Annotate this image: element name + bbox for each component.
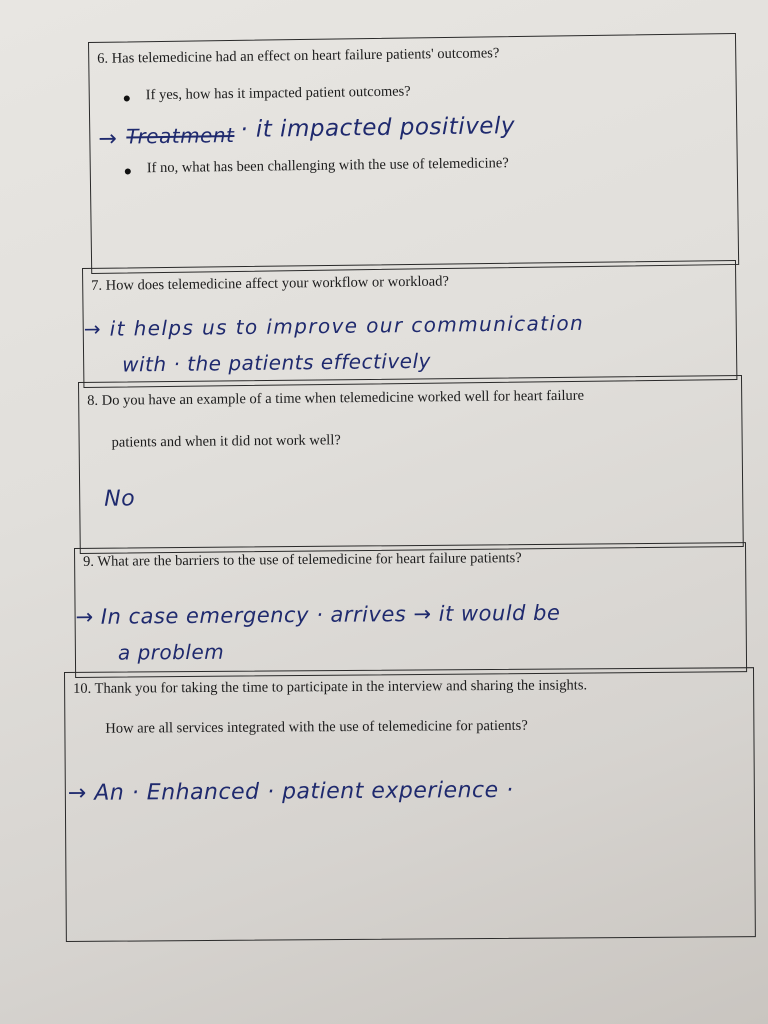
answer-8-text: No bbox=[104, 486, 136, 512]
question-10-text-line2: How are all services integrated with the use of telemedicine for patients? bbox=[105, 717, 528, 737]
question-10-box bbox=[64, 667, 756, 942]
question-7-text: 7. How does telemedicine affect your workflow or workload? bbox=[91, 273, 449, 294]
question-6-sub-yes: If yes, how has it impacted patient outcomes? bbox=[145, 83, 411, 104]
answer-7-line1: → it helps us to improve our communication bbox=[83, 310, 585, 341]
answer-6-arrow: → bbox=[98, 126, 118, 152]
question-9-box bbox=[74, 542, 747, 678]
question-7-box bbox=[82, 260, 737, 388]
question-6-sub-no: If no, what has been challenging with the use of telemedicine? bbox=[146, 155, 509, 177]
question-6-box bbox=[88, 33, 739, 274]
bullet-icon bbox=[124, 95, 130, 101]
answer-9-line2: a problem bbox=[117, 639, 225, 665]
answer-6-text: · it impacted positively bbox=[240, 113, 516, 143]
question-8-text-line1: 8. Do you have an example of a time when telemedicine worked well for heart failure bbox=[87, 387, 585, 409]
answer-6-struck: Treatment bbox=[126, 122, 235, 149]
bullet-icon bbox=[125, 168, 131, 174]
question-6-text: 6. Has telemedicine had an effect on heart failure patients' outcomes? bbox=[97, 45, 500, 67]
question-8-box bbox=[78, 375, 744, 554]
answer-10-text: → An · Enhanced · patient experience · bbox=[67, 777, 514, 806]
question-10-text-line1: 10. Thank you for taking the time to participate in the interview and sharing the insights. bbox=[73, 677, 588, 697]
answer-7-line2: with · the patients effectively bbox=[122, 348, 432, 377]
question-9-text: 9. What are the barriers to the use of telemedicine for heart failure patients? bbox=[83, 550, 522, 570]
question-8-text-line2: patients and when it did not work well? bbox=[111, 432, 341, 451]
answer-9-line1: → In case emergency · arrives → it would be bbox=[75, 600, 561, 629]
